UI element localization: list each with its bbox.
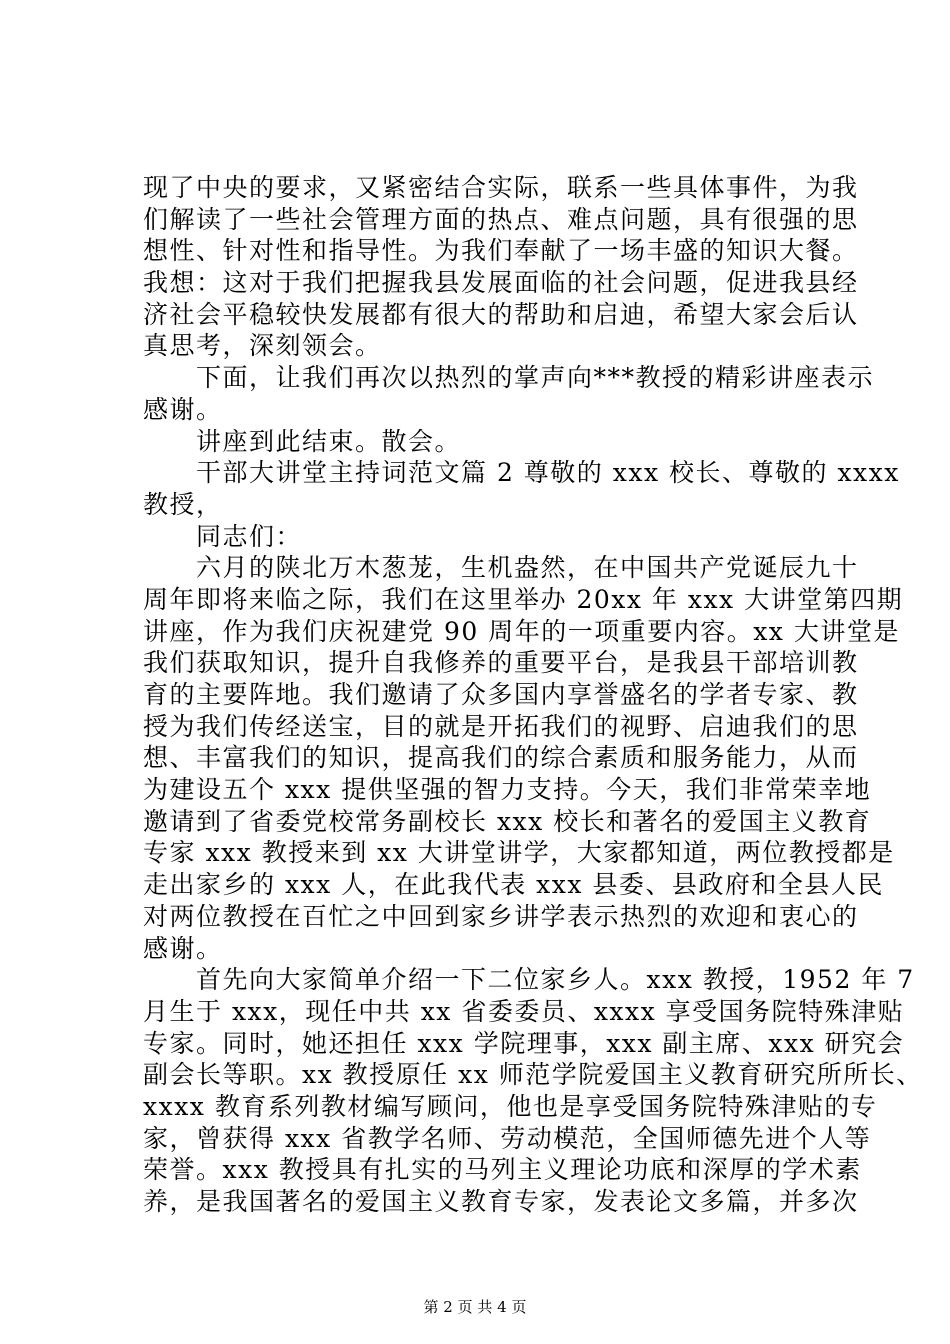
document-body bbox=[143, 172, 923, 1218]
text-line: 想性、针对性和指导性。为我们奉献了一场丰盛的知识大餐。 bbox=[143, 236, 859, 266]
text-line: 我想：这对于我们把握我县发展面临的社会问题，促进我县经 bbox=[143, 268, 859, 298]
text-line: 感谢。 bbox=[143, 394, 223, 424]
text-line: 首先向大家简单介绍一下二位家乡人。xxx 教授，1952 年 7 bbox=[143, 965, 915, 995]
text-line: 副会长等职。xx 教授原任 xx 师范学院爱国主义教育研究所所长、 bbox=[143, 1060, 923, 1090]
page-footer: 第 2 页 共 4 页 bbox=[423, 1298, 527, 1316]
text-line: 月生于 xxx，现任中共 xx 省委委员、xxxx 享受国务院特殊津贴 bbox=[143, 996, 905, 1026]
text-line: 们解读了一些社会管理方面的热点、难点问题，具有很强的思 bbox=[143, 204, 859, 234]
text-line: 现了中央的要求，又紧密结合实际，联系一些具体事件，为我 bbox=[143, 173, 859, 202]
text-line: 讲座，作为我们庆祝建党 90 周年的一项重要内容。xx 大讲堂是 bbox=[143, 616, 900, 646]
text-line: 讲座到此结束。散会。 bbox=[143, 426, 462, 456]
text-line: 周年即将来临之际，我们在这里举办 20xx 年 xxx 大讲堂第四期 bbox=[143, 584, 904, 614]
text-line: 感谢。 bbox=[143, 933, 223, 963]
text-line: 育的主要阵地。我们邀请了众多国内享誉盛名的学者专家、教 bbox=[143, 680, 859, 709]
text-line: 专家 xxx 教授来到 xx 大讲堂讲学，大家都知道，两位教授都是 bbox=[143, 838, 895, 868]
text-line: xxxx 教育系列教材编写顾问，他也是享受国务院特殊津贴的专 bbox=[143, 1091, 878, 1121]
text-line: 干部大讲堂主持词范文篇 2 尊敬的 xxx 校长、尊敬的 xxxx bbox=[143, 458, 900, 488]
text-line: 荣誉。xxx 教授具有扎实的马列主义理论功底和深厚的学术素 bbox=[143, 1155, 862, 1185]
text-line: 同志们： bbox=[143, 521, 303, 551]
text-line: 邀请到了省委党校常务副校长 xxx 校长和著名的爱国主义教育 bbox=[143, 806, 872, 836]
text-line: 我们获取知识，提升自我修养的重要平台，是我县干部培训教 bbox=[143, 648, 859, 678]
text-line: 对两位教授在百忙之中回到家乡讲学表示热烈的欢迎和衷心的 bbox=[143, 901, 859, 931]
text-line: 六月的陕北万木葱茏，生机盎然，在中国共产党诞辰九十 bbox=[143, 553, 859, 583]
text-line: 专家。同时，她还担任 xxx 学院理事，xxx 副主席、xxx 研究会 bbox=[143, 1028, 905, 1058]
text-line: 下面，让我们再次以热烈的掌声向***教授的精彩讲座表示 bbox=[143, 363, 875, 393]
text-line: 济社会平稳较快发展都有很大的帮助和启迪，希望大家会后认 bbox=[143, 299, 859, 329]
text-line: 教授， bbox=[143, 489, 223, 519]
text-line: 真思考，深刻领会。 bbox=[143, 331, 382, 361]
text-line: 为建设五个 xxx 提供坚强的智力支持。今天，我们非常荣幸地 bbox=[143, 775, 872, 805]
text-line: 养，是我国著名的爱国主义教育专家，发表论文多篇，并多次 bbox=[143, 1187, 859, 1216]
text-line: 家，曾获得 xxx 省教学名师、劳动模范，全国师德先进个人等 bbox=[143, 1123, 872, 1153]
text-line: 走出家乡的 xxx 人，在此我代表 xxx 县委、县政府和全县人民 bbox=[143, 870, 884, 900]
text-line: 想、丰富我们的知识，提高我们的综合素质和服务能力，从而 bbox=[143, 743, 859, 773]
text-line: 授为我们传经送宝，目的就是开拓我们的视野、启迪我们的思 bbox=[143, 711, 859, 741]
